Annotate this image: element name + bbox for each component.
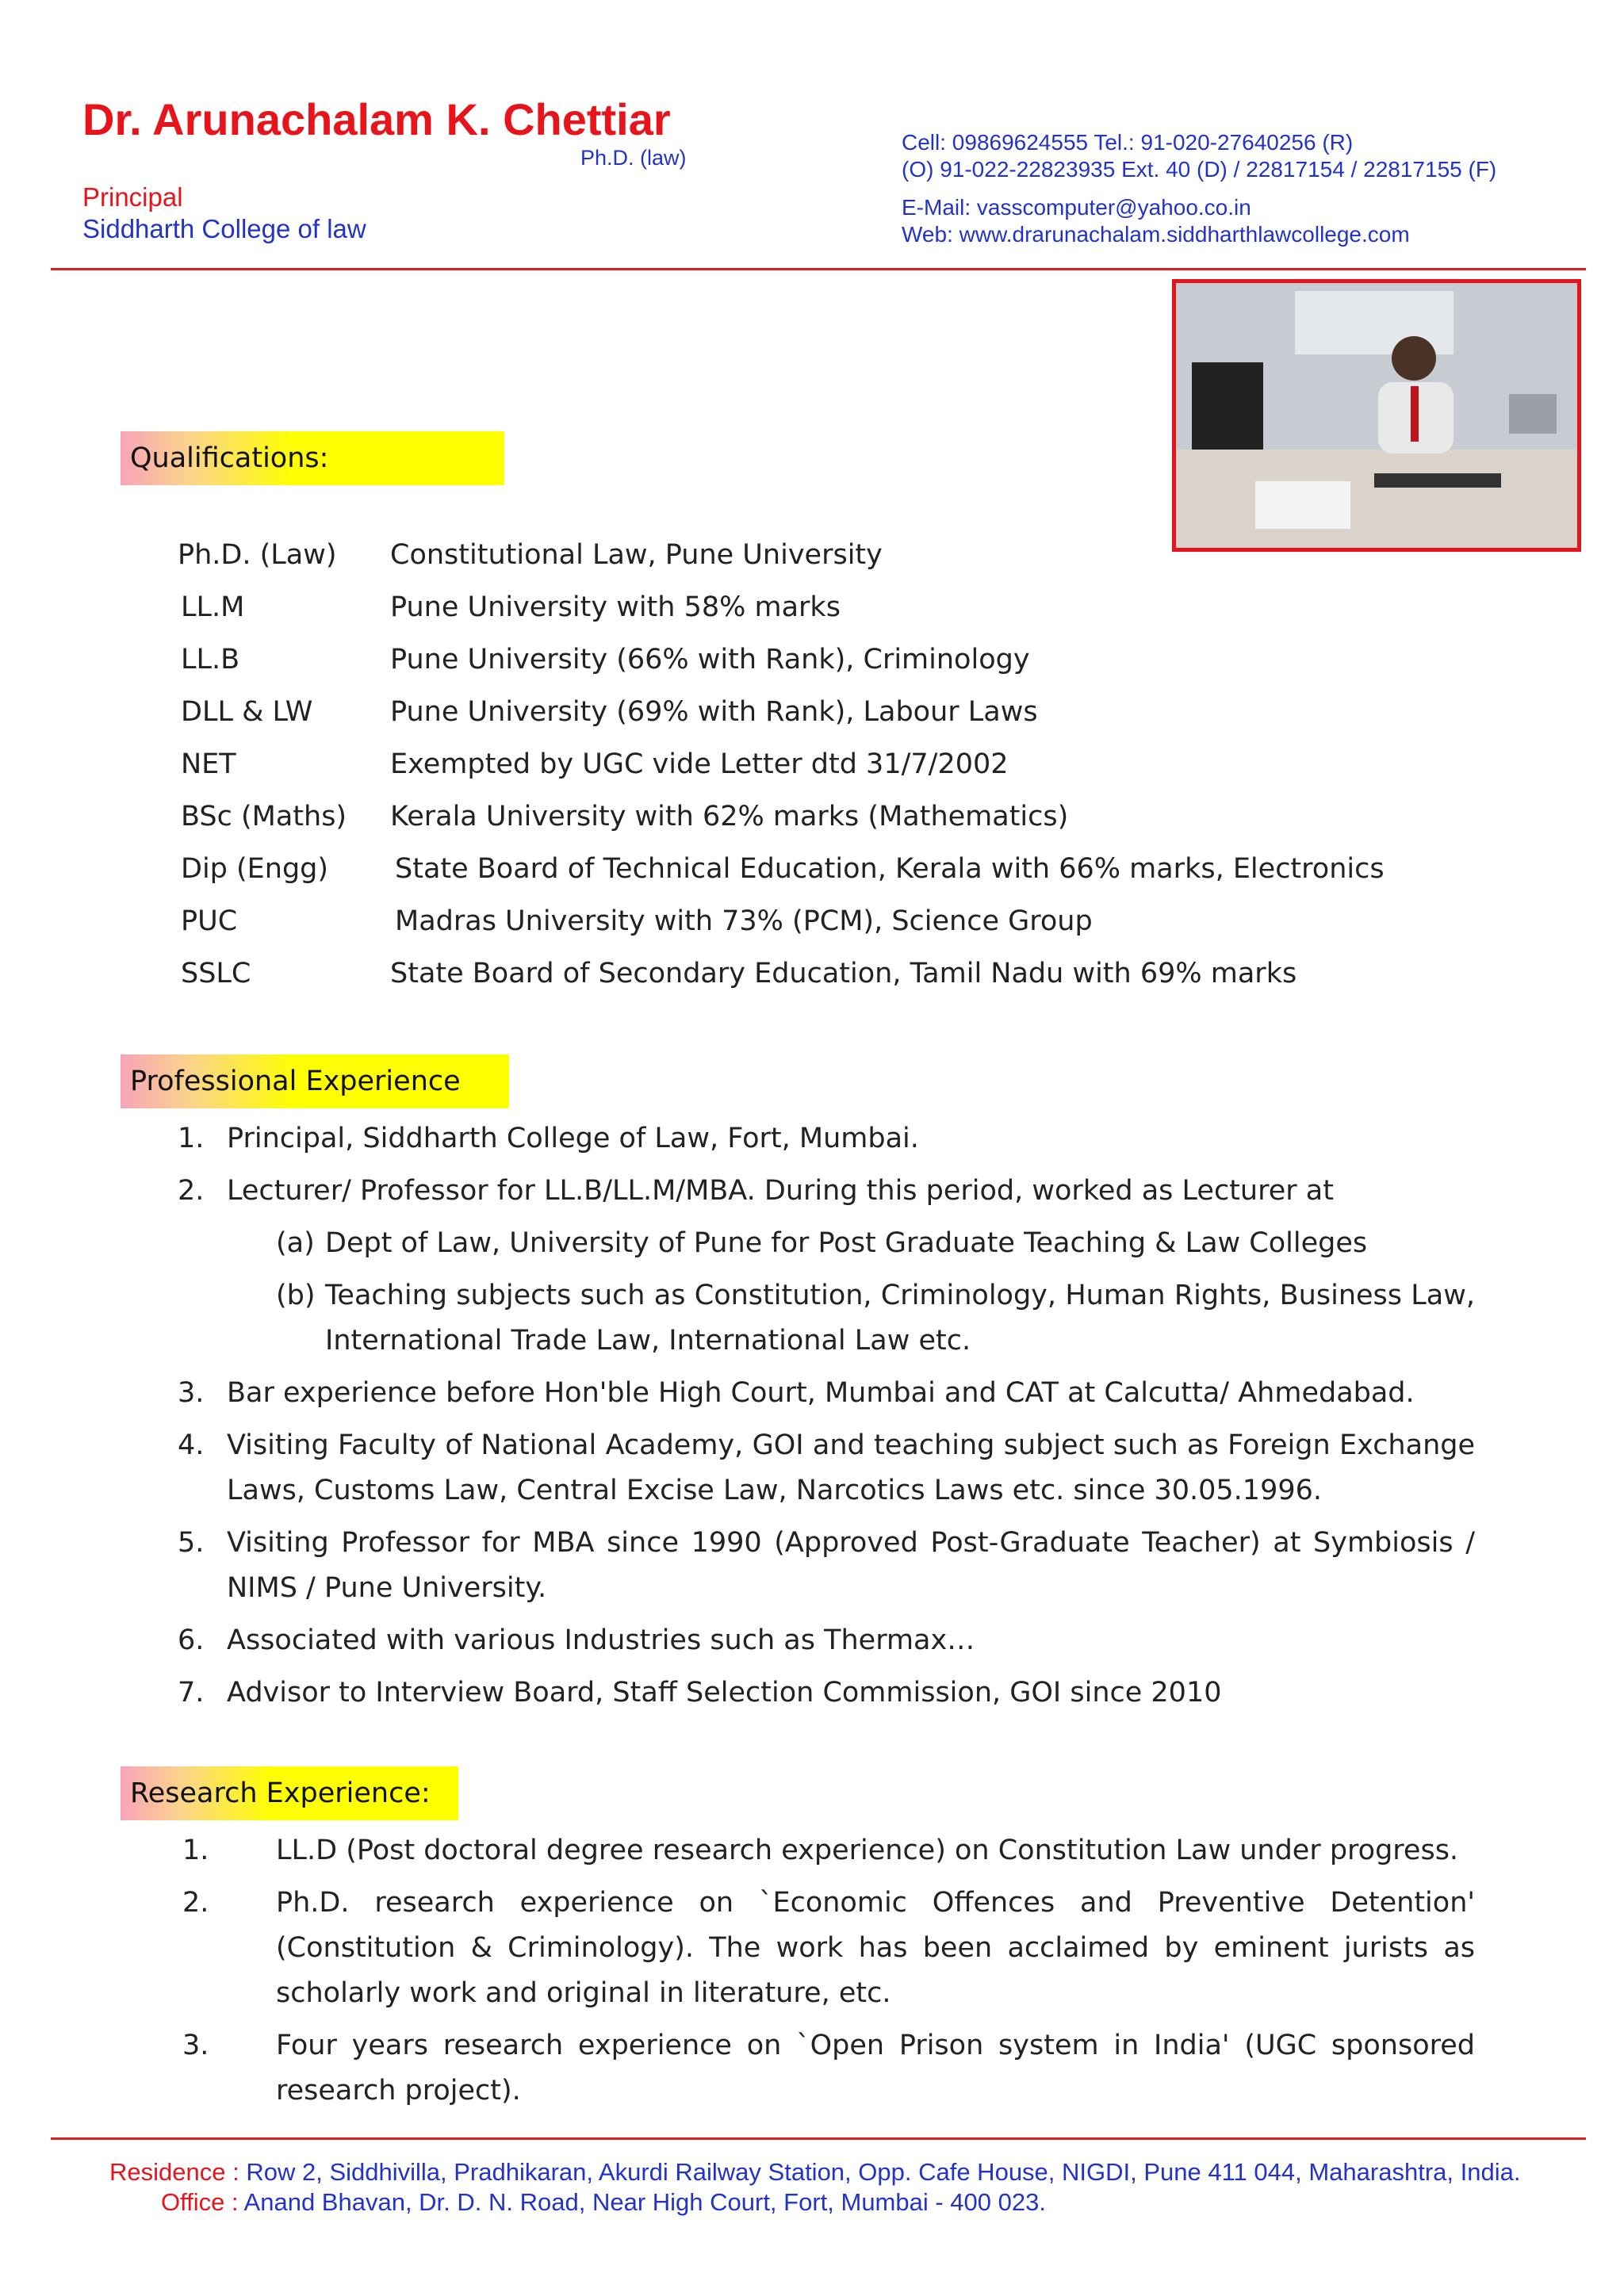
list-item: Visiting Faculty of National Academy, GOI and teaching subject such as Foreign Exchange Laws, Customs Law, Central Excise Law, Narcotics Laws etc. since 30.05.1996. bbox=[227, 1429, 1475, 1506]
list-letter: (a) bbox=[276, 1227, 315, 1259]
qualification-degree: PUC bbox=[181, 905, 238, 937]
qualification-degree: BSc (Maths) bbox=[181, 801, 347, 832]
qualification-detail: Exempted by UGC vide Letter dtd 31/7/2002 bbox=[390, 748, 1009, 780]
list-number: 7. bbox=[178, 1677, 205, 1709]
qualification-degree: NET bbox=[181, 748, 236, 780]
contact-website[interactable]: Web: www.drarunachalam.siddharthlawcollege.com bbox=[902, 222, 1410, 247]
person-name: Dr. Arunachalam K. Chettiar bbox=[82, 94, 671, 144]
list-letter: (b) bbox=[276, 1280, 316, 1311]
qualification-degree: Ph.D. (Law) bbox=[178, 539, 337, 571]
qualification-detail: State Board of Secondary Education, Tamil Nadu with 69% marks bbox=[390, 958, 1297, 989]
list-number: 1. bbox=[178, 1123, 205, 1154]
job-title: Principal bbox=[82, 182, 183, 212]
qualification-degree: SSLC bbox=[181, 958, 251, 989]
research-heading: Research Experience: bbox=[121, 1766, 458, 1820]
qualification-detail: Constitutional Law, Pune University bbox=[390, 539, 883, 571]
list-number: 3. bbox=[182, 2030, 209, 2061]
degree-caption: Ph.D. (law) bbox=[580, 146, 687, 170]
list-number: 5. bbox=[178, 1527, 205, 1559]
list-item: Dept of Law, University of Pune for Post Graduate Teaching & Law Colleges bbox=[325, 1227, 1368, 1259]
contact-phone: Cell: 09869624555 Tel.: 91-020-27640256 (R) bbox=[902, 130, 1354, 155]
list-item: LL.D (Post doctoral degree research experience) on Constitution Law under progress. bbox=[276, 1835, 1459, 1866]
qualification-detail: Pune University (69% with Rank), Labour Laws bbox=[390, 696, 1038, 728]
list-number: 6. bbox=[178, 1624, 205, 1656]
residence-address bbox=[109, 2158, 1520, 2187]
list-item: Ph.D. research experience on `Economic Offences and Preventive Detention' (Constitution & Criminology). The work has been acclaimed by eminent jurists as scholarly work and original in literature, etc. bbox=[276, 1887, 1475, 2009]
list-item: Bar experience before Hon'ble High Court, Mumbai and CAT at Calcutta/ Ahmedabad. bbox=[227, 1377, 1415, 1409]
qualification-detail: Pune University (66% with Rank), Criminology bbox=[390, 644, 1030, 675]
qualification-degree: LL.B bbox=[181, 644, 240, 675]
footer-divider bbox=[51, 2137, 1586, 2140]
office-label: Office : bbox=[161, 2188, 239, 2216]
qualification-detail: State Board of Technical Education, Kerala with 66% marks, Electronics bbox=[395, 853, 1385, 885]
qualification-degree: Dip (Engg) bbox=[181, 853, 329, 885]
list-item: Associated with various Industries such as Thermax… bbox=[227, 1624, 975, 1656]
contact-email[interactable]: E-Mail: vasscomputer@yahoo.co.in bbox=[902, 195, 1251, 220]
list-item: Four years research experience on `Open Prison system in India' (UGC sponsored research project). bbox=[276, 2030, 1475, 2107]
list-item: Advisor to Interview Board, Staff Selection Commission, GOI since 2010 bbox=[227, 1677, 1222, 1709]
list-number: 3. bbox=[178, 1377, 205, 1409]
list-item: Visiting Professor for MBA since 1990 (Approved Post-Graduate Teacher) at Symbiosis / NIMS / Pune University. bbox=[227, 1527, 1475, 1604]
qualification-detail: Madras University with 73% (PCM), Science Group bbox=[395, 905, 1093, 937]
list-item: Lecturer/ Professor for LL.B/LL.M/MBA. During this period, worked as Lecturer at bbox=[227, 1175, 1334, 1207]
college-name: Siddharth College of law bbox=[82, 214, 366, 243]
qualifications-heading: Qualifications: bbox=[121, 431, 504, 485]
contact-office-phone: (O) 91-022-22823935 Ext. 40 (D) / 22817154 / 22817155 (F) bbox=[902, 157, 1497, 182]
residence-value: Row 2, Siddhivilla, Pradhikaran, Akurdi Railway Station, Opp. Cafe House, NIGDI, Pune 411 044, Maharashtra, India. bbox=[246, 2158, 1521, 2186]
qualification-degree: LL.M bbox=[181, 591, 245, 623]
office-value: Anand Bhavan, Dr. D. N. Road, Near High Court, Fort, Mumbai - 400 023. bbox=[243, 2188, 1046, 2216]
list-number: 2. bbox=[178, 1175, 205, 1207]
list-item: Principal, Siddharth College of Law, Fort, Mumbai. bbox=[227, 1123, 919, 1154]
qualification-detail: Pune University with 58% marks bbox=[390, 591, 841, 623]
experience-heading: Professional Experience bbox=[121, 1054, 509, 1108]
list-number: 4. bbox=[178, 1429, 205, 1461]
residence-label: Residence : bbox=[109, 2158, 239, 2186]
qualification-detail: Kerala University with 62% marks (Mathematics) bbox=[390, 801, 1069, 832]
list-number: 1. bbox=[182, 1835, 209, 1866]
qualification-degree: DLL & LW bbox=[181, 696, 313, 728]
list-number: 2. bbox=[182, 1887, 209, 1919]
office-address bbox=[161, 2188, 1046, 2217]
list-item: Teaching subjects such as Constitution, Criminology, Human Rights, Business Law, International Trade Law, International Law etc. bbox=[325, 1280, 1475, 1357]
